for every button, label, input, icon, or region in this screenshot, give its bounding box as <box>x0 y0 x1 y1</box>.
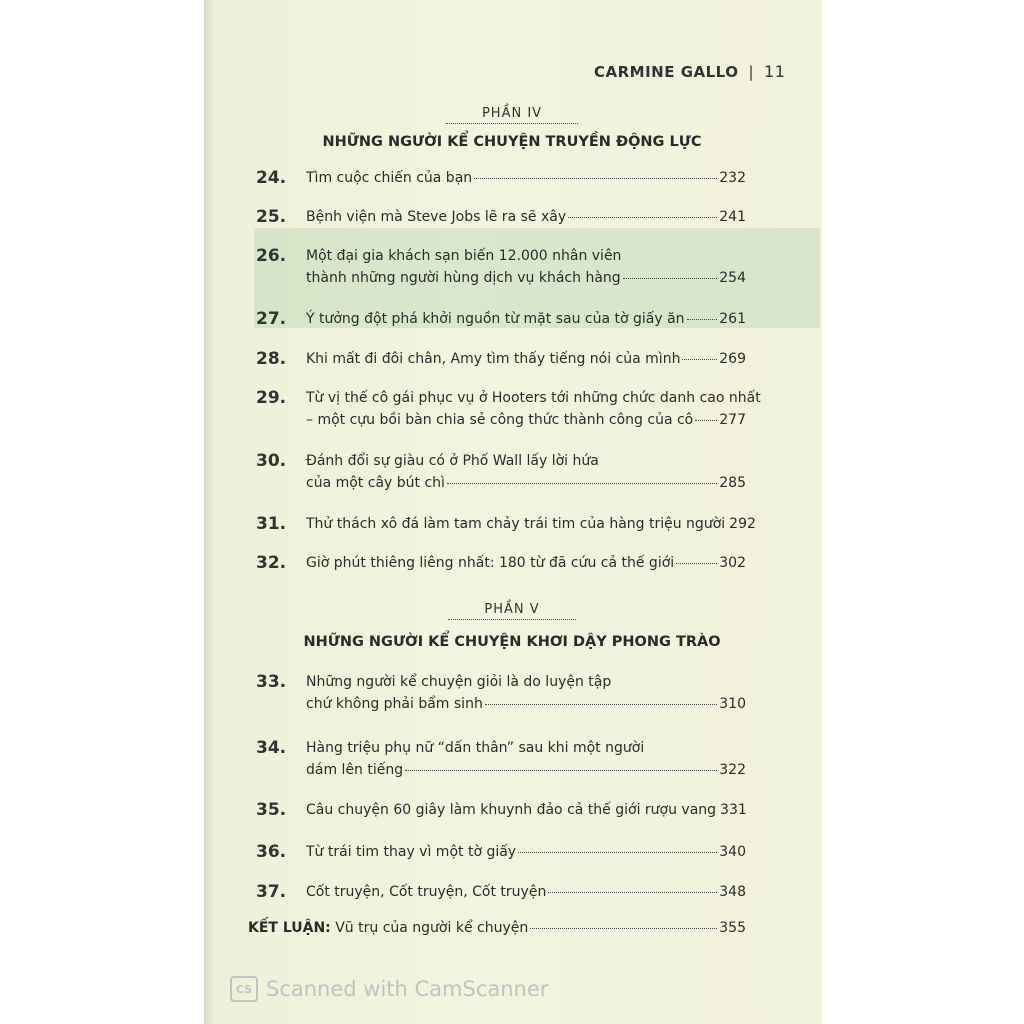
leader-dots <box>676 563 717 564</box>
chapter-title: thành những người hùng dịch vụ khách hàng <box>306 270 621 286</box>
leader-dots <box>695 420 717 421</box>
chapter-title: – một cựu bồi bàn chia sẻ công thức thành công của cô <box>306 412 694 428</box>
leader-dots <box>485 704 717 705</box>
leader-dots <box>530 928 717 929</box>
chapter-page: 302 <box>719 555 746 571</box>
leader-dots <box>548 892 717 893</box>
chapter-title: Thử thách xô đá làm tam chảy trái tim của hàng triệu người <box>306 516 726 532</box>
chapter-number: 29. <box>256 388 287 408</box>
chapter-number: 36. <box>256 842 287 862</box>
leader-dots <box>623 278 718 279</box>
camscanner-watermark <box>230 976 548 1002</box>
chapter-title: dám lên tiếng <box>306 762 404 778</box>
chapter-page: 254 <box>719 270 746 286</box>
part-title: NHỮNG NGƯỜI KỂ CHUYỆN TRUYỀN ĐỘNG LỰC <box>322 134 702 150</box>
chapter-page: 348 <box>719 884 746 900</box>
camscanner-logo-icon: CS <box>230 976 258 1002</box>
chapter-number: 37. <box>256 882 287 902</box>
chapter-number: 33. <box>256 672 287 692</box>
chapter-number: 35. <box>256 800 287 820</box>
chapter-page: 261 <box>719 311 746 327</box>
chapter-number: 25. <box>256 207 287 227</box>
part-label <box>0 602 1024 617</box>
chapter-title: Bệnh viện mà Steve Jobs lẽ ra sẽ xây <box>306 209 567 225</box>
conclusion-page: 355 <box>719 920 746 936</box>
part-label <box>0 106 1024 121</box>
part-label-text: PHẦN V <box>448 602 575 620</box>
chapter-title: Khi mất đi đôi chân, Amy tìm thấy tiếng nói của mình <box>306 351 681 367</box>
chapter-page: 277 <box>719 412 746 428</box>
chapter-page: 232 <box>719 170 746 186</box>
conclusion-entry <box>248 920 746 936</box>
chapter-number: 28. <box>256 349 287 369</box>
chapter-title: Giờ phút thiêng liêng nhất: 180 từ đã cứu cả thế giới <box>306 555 675 571</box>
leader-dots <box>518 852 717 853</box>
part-label-text: PHẦN IV <box>446 106 578 124</box>
chapter-title: của một cây bút chì <box>306 475 445 491</box>
leader-dots <box>682 359 717 360</box>
chapter-title: Từ trái tim thay vì một tờ giấy <box>306 844 517 860</box>
chapter-title: Câu chuyện 60 giây làm khuynh đảo cả thế giới rượu vang <box>306 802 717 818</box>
leader-dots <box>447 483 717 484</box>
chapter-page: 292 <box>729 516 756 532</box>
running-header: CARMINE GALLO | 11 <box>594 62 786 81</box>
chapter-number: 32. <box>256 553 287 573</box>
leader-dots <box>687 319 718 320</box>
conclusion-title: Vũ trụ của người kể chuyện <box>330 920 529 936</box>
chapter-title: Tìm cuộc chiến của bạn <box>306 170 473 186</box>
chapter-number: 27. <box>256 309 287 329</box>
chapter-number: 34. <box>256 738 287 758</box>
chapter-title: Đánh đổi sự giàu có ở Phố Wall lấy lời hứa <box>306 453 599 469</box>
chapter-page: 241 <box>719 209 746 225</box>
chapter-page: 285 <box>719 475 746 491</box>
leader-dots <box>474 178 717 179</box>
leader-dots <box>568 217 717 218</box>
chapter-number: 31. <box>256 514 287 534</box>
chapter-page: 322 <box>719 762 746 778</box>
chapter-page: 269 <box>719 351 746 367</box>
chapter-title: Từ vị thế cô gái phục vụ ở Hooters tới những chức danh cao nhất <box>306 390 761 406</box>
leader-dots <box>405 770 717 771</box>
chapter-page: 310 <box>719 696 746 712</box>
chapter-title: Ý tưởng đột phá khởi nguồn từ mặt sau của tờ giấy ăn <box>306 311 685 327</box>
author-name: CARMINE GALLO <box>594 63 739 81</box>
part-title: NHỮNG NGƯỜI KỂ CHUYỆN KHƠI DẬY PHONG TRÀO <box>303 634 721 650</box>
chapter-page: 340 <box>719 844 746 860</box>
chapter-title: chứ không phải bẩm sinh <box>306 696 483 712</box>
chapter-title: Hàng triệu phụ nữ “dấn thân” sau khi một người <box>306 740 645 756</box>
page-number: 11 <box>764 62 786 81</box>
chapter-number: 30. <box>256 451 287 471</box>
chapter-title: Những người kể chuyện giỏi là do luyện tập <box>306 674 612 690</box>
chapter-number: 26. <box>256 246 287 266</box>
chapter-title: Cốt truyện, Cốt truyện, Cốt truyện <box>306 884 547 900</box>
chapter-number: 24. <box>256 168 287 188</box>
chapter-page: 331 <box>720 802 747 818</box>
chapter-title: Một đại gia khách sạn biến 12.000 nhân viên <box>306 248 622 264</box>
conclusion-label: KẾT LUẬN: <box>248 920 331 936</box>
watermark-text: Scanned with CamScanner <box>266 977 549 1001</box>
book-page <box>204 0 822 1024</box>
